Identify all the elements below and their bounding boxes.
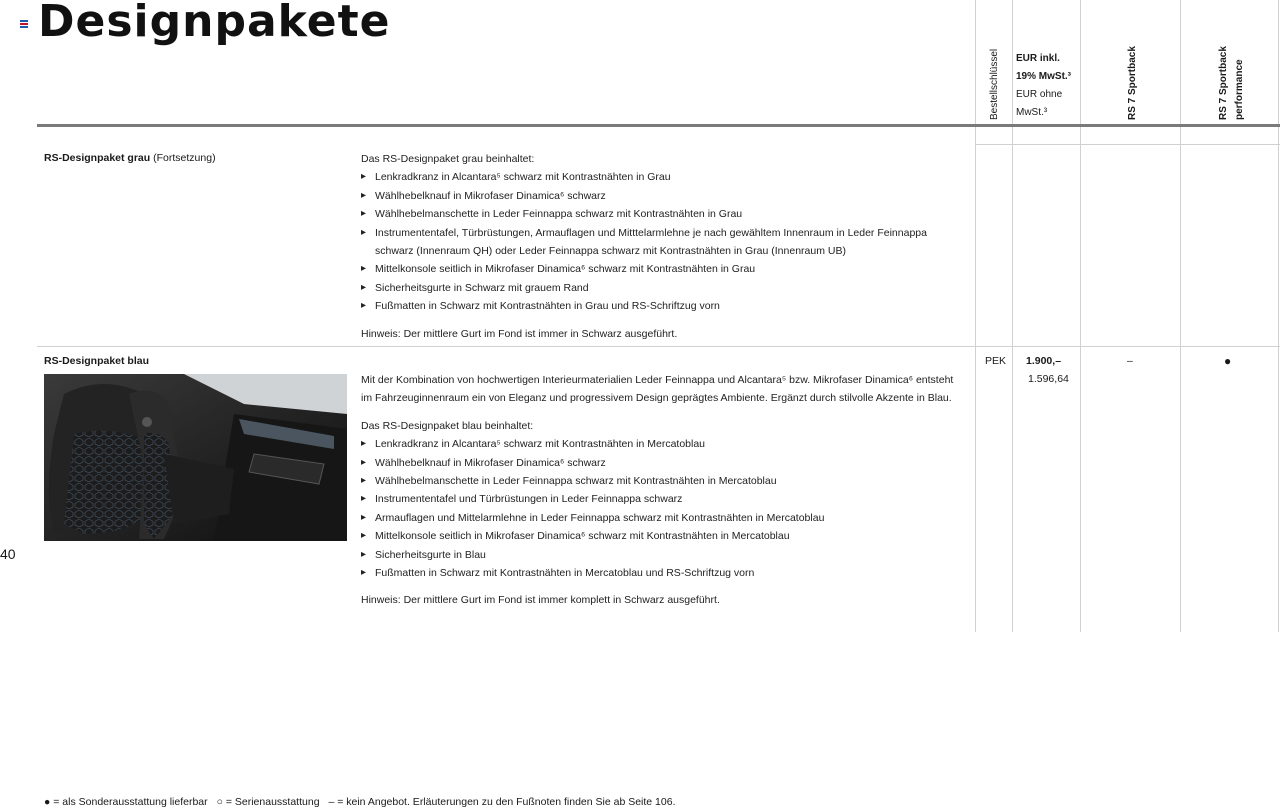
header-price-excl-2: MwSt.³ (1016, 107, 1048, 118)
column-divider (1278, 0, 1279, 632)
row-divider (37, 346, 1280, 347)
availability-rs7: – (1127, 355, 1133, 367)
column-divider (1180, 0, 1181, 632)
list-item: ▸ Wählhebelmanschette in Leder Feinnappa schwarz mit Kontrastnähten in Mercatoblau (361, 472, 956, 490)
list-item: ▸ Fußmatten in Schwarz mit Kontrastnähten in Grau und RS-Schriftzug vorn (361, 297, 961, 315)
interior-photo (44, 374, 347, 541)
header-price-excl-1: EUR ohne (1016, 89, 1063, 100)
header-price (1016, 50, 1071, 122)
feature-list (361, 168, 961, 315)
feature-list (361, 435, 956, 582)
header-model-rs7: RS 7 Sportback (1127, 46, 1138, 120)
header-price-incl-1: EUR inkl. (1016, 53, 1060, 64)
header-rule (37, 124, 1280, 127)
list-item: ▸ Fußmatten in Schwarz mit Kontrastnähten in Mercatoblau und RS-Schriftzug vorn (361, 564, 956, 582)
contains-label: Das RS-Designpaket grau beinhaltet: (361, 153, 535, 165)
column-divider (975, 0, 976, 632)
row-desc-blau (361, 371, 956, 610)
legend (44, 796, 682, 808)
header-model-rs7-perf-2: performance (1234, 59, 1245, 120)
column-divider (1080, 0, 1081, 632)
row-note: Hinweis: Der mittlere Gurt im Fond ist immer in Schwarz ausgeführt. (361, 327, 678, 340)
price-excl: 1.596,64 (1028, 373, 1069, 385)
list-item: ▸ Mittelkonsole seitlich in Mikrofaser Dinamica⁶ schwarz mit Kontrastnähten in Mercatoblau (361, 527, 956, 545)
availability-rs7-performance: ● (1224, 354, 1232, 368)
list-item: ▸ Sicherheitsgurte in Blau (361, 546, 956, 564)
list-item: ▸ Instrumententafel und Türbrüstungen in Leder Feinnappa schwarz (361, 490, 956, 508)
order-key: PEK (985, 355, 1007, 367)
contains-label: Das RS-Designpaket blau beinhaltet: (361, 419, 534, 432)
row-name-blau-title: RS-Designpaket blau (44, 355, 150, 367)
header-order-key: Bestellschlüssel (989, 48, 1000, 120)
list-item: ▸ Wählhebelknauf in Mikrofaser Dinamica⁶ schwarz (361, 454, 956, 472)
price-incl: 1.900,– (1026, 355, 1062, 367)
row-intro: Mit der Kombination von hochwertigen Interieurmaterialien Leder Feinnappa und Alcantara⁵ bzw. Mikrofaser Dinamica⁶ entsteht im Fahrzeuginnenraum ein von Eleganz und progressivem Design geprägtes Ambiente. Ergänzt durch stilvolle Akzente in Blau. (361, 374, 954, 405)
header-price-incl-2: 19% MwSt.³ (1016, 71, 1072, 82)
list-item: ▸ Wählhebelmanschette in Leder Feinnappa schwarz mit Kontrastnähten in Grau (361, 205, 961, 223)
flag-icon (20, 20, 28, 29)
list-item: ▸ Wählhebelknauf in Mikrofaser Dinamica⁶ schwarz (361, 187, 961, 205)
page-number: 40 (0, 546, 16, 562)
list-item: ▸ Mittelkonsole seitlich in Mikrofaser Dinamica⁶ schwarz mit Kontrastnähten in Grau (361, 260, 961, 278)
list-item: ▸ Sicherheitsgurte in Schwarz mit grauem Rand (361, 279, 961, 297)
row-divider (975, 144, 1280, 145)
list-item: ▸ Instrumententafel, Türbrüstungen, Armauflagen und Mitttelarmlehne je nach gewähltem Innenraum in Leder Feinnappa schwarz (Innenraum QH) oder Leder Feinnappa schwarz mit Kontrastnähten in Grau (Innenraum UB) (361, 224, 961, 261)
row-name-grau-title: RS-Designpaket grau (44, 152, 151, 164)
list-item: ▸ Armauflagen und Mittelarmlehne in Leder Feinnappa schwarz mit Kontrastnähten in Mercatoblau (361, 509, 956, 527)
row-name-grau-suffix: (Fortsetzung) (153, 152, 216, 164)
page-title: Designpakete (38, 0, 391, 47)
row-desc-grau (361, 150, 961, 343)
row-note: Hinweis: Der mittlere Gurt im Fond ist immer komplett in Schwarz ausgeführt. (361, 594, 720, 607)
column-divider (1012, 0, 1013, 632)
row-name-grau (44, 152, 216, 164)
list-item: ▸ Lenkradkranz in Alcantara⁵ schwarz mit Kontrastnähten in Grau (361, 168, 961, 186)
legend-optional: ● = als Sonderausstattung lieferbar (44, 796, 208, 808)
header-model-rs7-perf-1: RS 7 Sportback (1218, 46, 1229, 120)
row-name-blau (44, 355, 149, 367)
legend-standard: ○ = Serienausstattung (216, 796, 320, 808)
list-item: ▸ Lenkradkranz in Alcantara⁵ schwarz mit Kontrastnähten in Mercatoblau (361, 435, 956, 453)
legend-none: – = kein Angebot. Erläuterungen zu den Fußnoten finden Sie ab Seite 106. (328, 796, 676, 808)
